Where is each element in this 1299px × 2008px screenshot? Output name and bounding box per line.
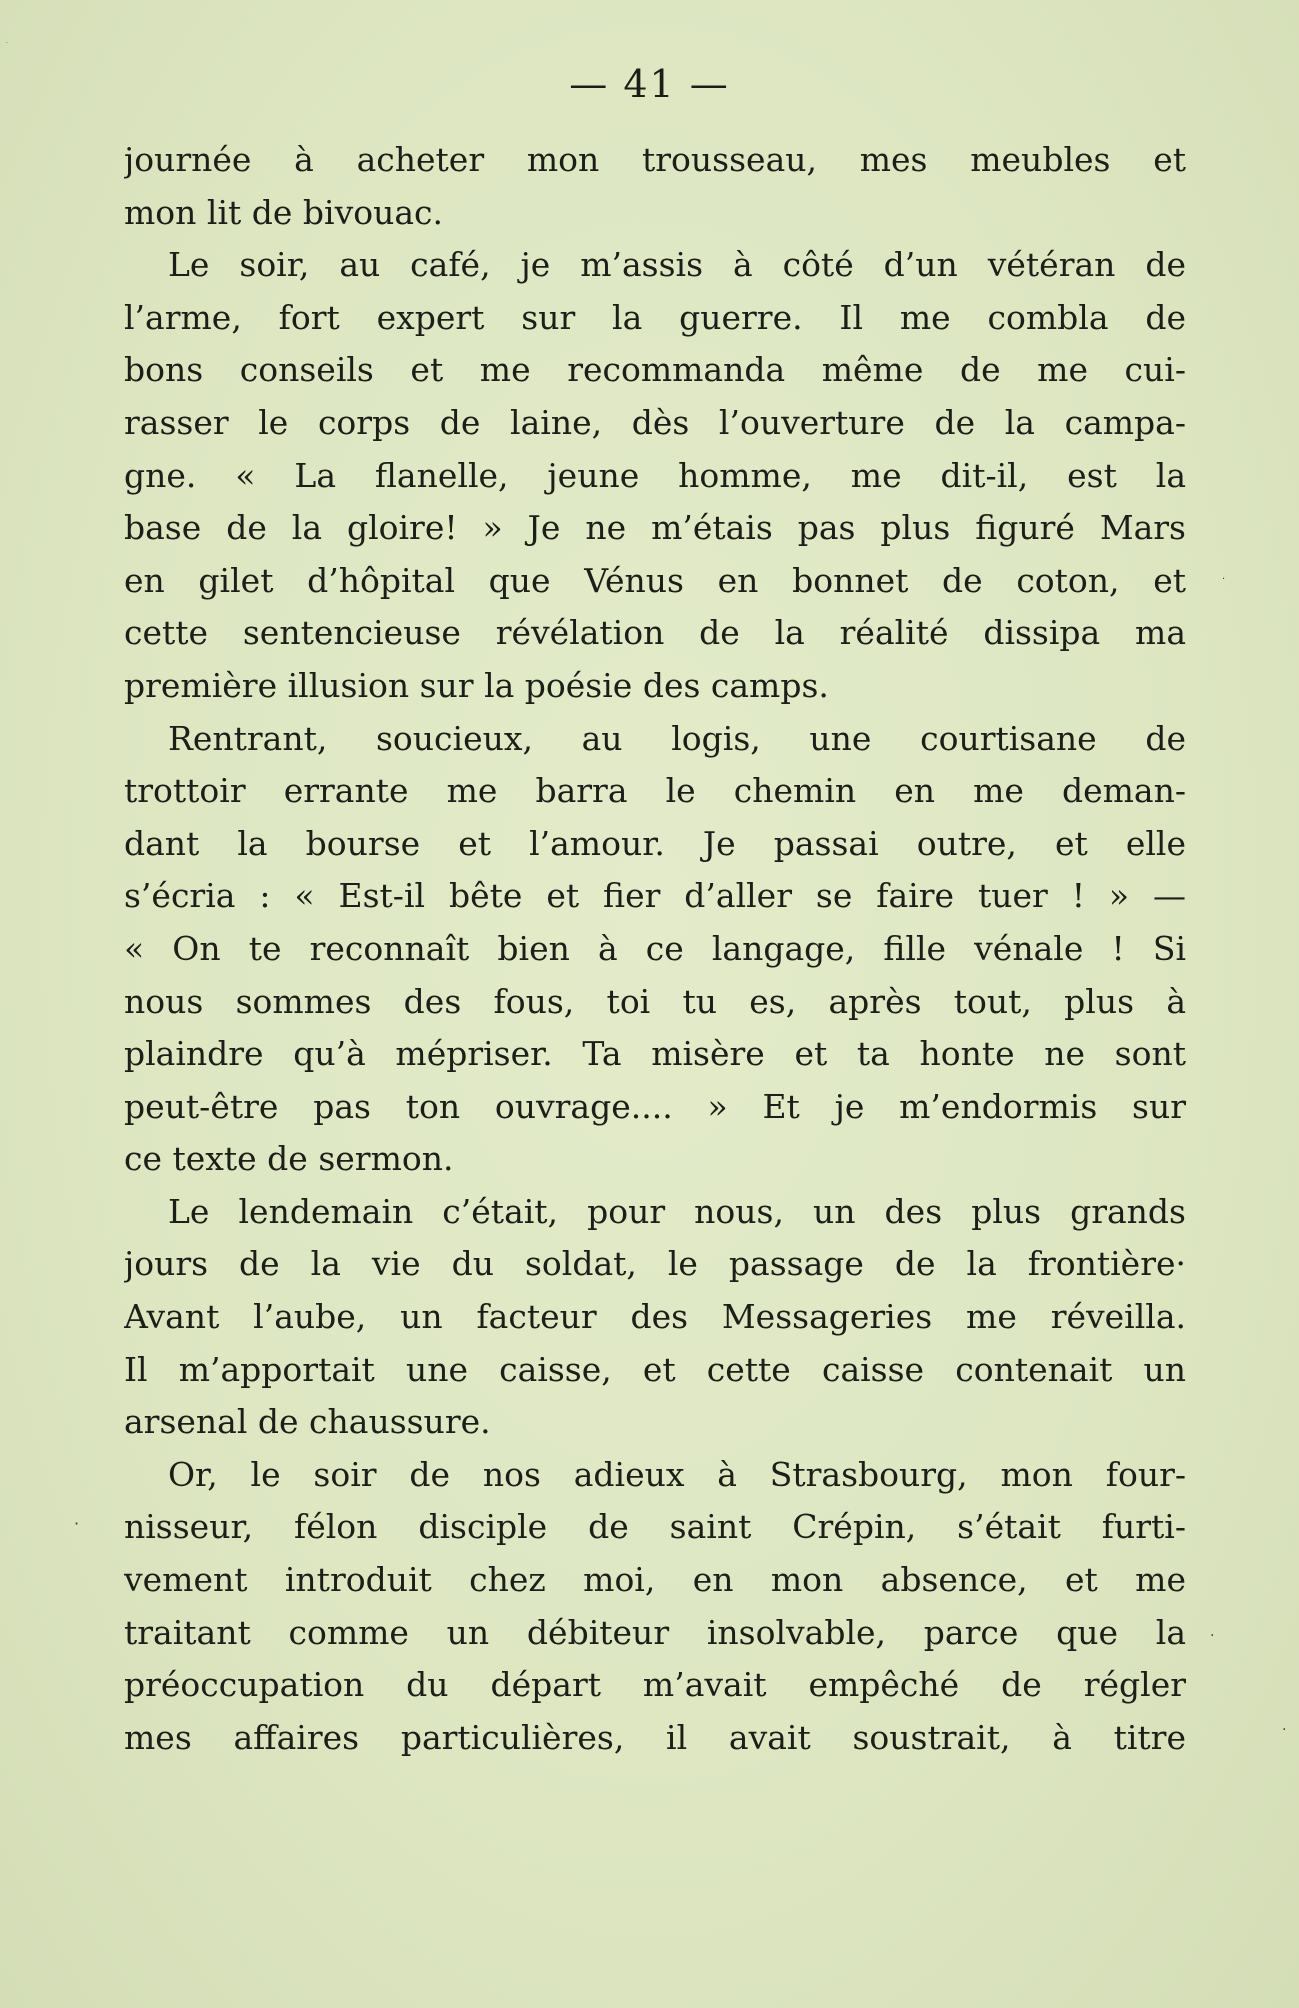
text-line: Le lendemain c’était, pour nous, un des plus grands [168, 1191, 1186, 1231]
text-line: nous sommes des fous, toi tu es, après tout, plus à [124, 981, 1186, 1021]
scan-speck: · [1282, 1722, 1287, 1738]
text-line: Il m’apportait une caisse, et cette caisse contenait un [124, 1349, 1186, 1389]
text-line: bons conseils et me recommanda même de me cui- [124, 350, 1186, 390]
page-number: — 41 — [569, 62, 730, 106]
scan-speck: · [1210, 1628, 1215, 1644]
text-line: journée à acheter mon trousseau, mes meubles et [124, 140, 1186, 179]
text-line: nisseur, félon disciple de saint Crépin, s’était furti- [124, 1507, 1186, 1547]
text-line: mes affaires particulières, il avait soustrait, à titre [124, 1717, 1186, 1757]
text-line: vement introduit chez moi, en mon absence, et me [124, 1560, 1186, 1600]
text-line: cette sentencieuse révélation de la réalité dissipa ma [124, 613, 1186, 653]
text-line: Or, le soir de nos adieux à Strasbourg, mon four- [168, 1454, 1186, 1494]
paragraph [124, 134, 1186, 239]
paragraph [124, 1186, 1186, 1449]
text-line: gne. « La flanelle, jeune homme, me dit-il, est la [124, 455, 1186, 495]
text-line: arsenal de chaussure. [124, 1402, 491, 1442]
body-text [124, 134, 1186, 1764]
paragraph [124, 239, 1186, 712]
paragraph [124, 713, 1186, 1186]
paragraph [124, 1449, 1186, 1765]
text-line: ce texte de sermon. [124, 1139, 454, 1179]
text-line: rasser le corps de laine, dès l’ouverture de la campa- [124, 402, 1186, 442]
text-line: l’arme, fort expert sur la guerre. Il me combla de [124, 297, 1186, 337]
text-line: s’écria : « Est-il bête et fier d’aller se faire tuer ! » — [124, 876, 1186, 916]
text-line: peut-être pas ton ouvrage.... » Et je m’endormis sur [124, 1086, 1186, 1126]
text-line: Rentrant, soucieux, au logis, une courtisane de [168, 718, 1186, 758]
text-line: jours de la vie du soldat, le passage de la frontière· [124, 1244, 1186, 1284]
text-line: plaindre qu’à mépriser. Ta misère et ta honte ne sont [124, 1034, 1186, 1074]
scan-speck: · [6, 40, 8, 47]
text-line: Le soir, au café, je m’assis à côté d’un vétéran de [168, 245, 1186, 285]
text-line: traitant comme un débiteur insolvable, parce que la [124, 1612, 1186, 1652]
scan-speck: · [1222, 574, 1226, 585]
text-line: base de la gloire! » Je ne m’étais pas plus figuré Mars [124, 508, 1186, 548]
text-line: trottoir errante me barra le chemin en me deman- [124, 771, 1186, 811]
text-line: mon lit de bivouac. [124, 192, 443, 232]
text-line: préoccupation du départ m’avait empêché de régler [124, 1665, 1186, 1705]
scan-speck: · [74, 1514, 80, 1533]
text-line: Avant l’aube, un facteur des Messageries me réveilla. [124, 1297, 1186, 1337]
text-line: en gilet d’hôpital que Vénus en bonnet de coton, et [124, 560, 1186, 600]
text-line: « On te reconnaît bien à ce langage, fille vénale ! Si [124, 928, 1186, 968]
text-line: première illusion sur la poésie des camps. [124, 665, 829, 705]
text-line: dant la bourse et l’amour. Je passai outre, et elle [124, 823, 1186, 863]
